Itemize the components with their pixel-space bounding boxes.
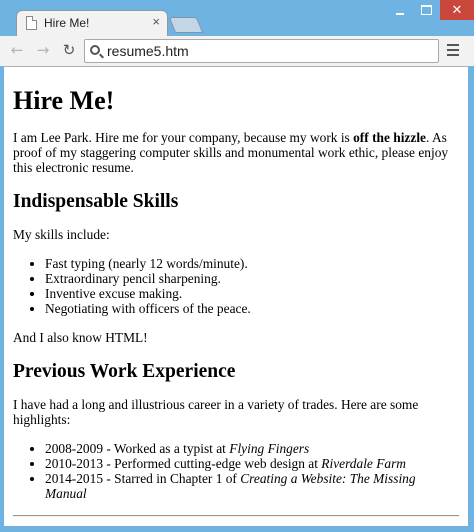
experience-employer: Creating a Website: The Missing Manual (45, 471, 416, 501)
html-note: And I also know HTML! (13, 330, 148, 345)
new-tab-button[interactable] (169, 17, 203, 33)
list-item: • Negotiating with officers of the peace. (45, 301, 459, 316)
menu-button[interactable] (447, 44, 461, 56)
experience-text: 2010-2013 - Performed cutting-edge web design at (45, 456, 322, 471)
search-icon (90, 45, 100, 55)
skills-list (13, 256, 459, 316)
experience-text: 2008-2009 - Worked as a typist at (45, 441, 230, 456)
address-bar[interactable] (84, 39, 439, 63)
skills-heading: Indispensable Skills (13, 191, 179, 212)
page-content (4, 67, 468, 526)
experience-employer: Flying Fingers (229, 441, 310, 456)
window-frame-right (468, 66, 474, 532)
skills-intro: My skills include: (13, 227, 110, 242)
list-item: • Fast typing (nearly 12 words/minute). (45, 256, 459, 271)
page-title: Hire Me! (13, 86, 115, 115)
forward-button[interactable]: → (36, 41, 50, 59)
browser-toolbar (0, 36, 474, 67)
experience-employer: Riverdale Farm (321, 456, 406, 471)
window-frame-bottom (0, 526, 474, 532)
list-item (45, 441, 459, 456)
intro-bold-text: off the hizzle (353, 130, 426, 145)
list-item (45, 471, 459, 501)
experience-heading: Previous Work Experience (13, 361, 236, 382)
tab-title: Hire Me! (44, 16, 90, 30)
intro-text-start: I am Lee Park. Hire me for your company, because my work is (13, 130, 354, 145)
back-button[interactable]: ← (10, 41, 24, 59)
menu-icon (447, 44, 459, 46)
browser-tab[interactable] (16, 10, 168, 36)
address-text[interactable]: resume5.htm (107, 43, 189, 59)
experience-list (13, 441, 459, 501)
minimize-icon (396, 13, 404, 15)
maximize-icon (421, 5, 432, 15)
intro-text-end: . As proof of my staggering computer skills and monumental work ethic, please enjoy this electronic resume. (13, 130, 449, 175)
close-window-button[interactable]: ✕ (440, 0, 474, 20)
list-item: • Extraordinary pencil sharpening. (45, 271, 459, 286)
page-icon (26, 16, 37, 30)
experience-intro: I have had a long and illustrious career in a variety of trades. Here are some highlights: (13, 397, 419, 427)
title-bar (0, 0, 474, 36)
horizontal-rule (13, 515, 459, 517)
reload-button[interactable]: ↻ (62, 41, 76, 59)
experience-text: 2014-2015 - Starred in Chapter 1 of (45, 471, 241, 486)
list-item: • Inventive excuse making. (45, 286, 459, 301)
intro-paragraph (13, 130, 459, 175)
tab-close-icon[interactable]: × (152, 14, 160, 29)
maximize-button[interactable] (413, 0, 440, 20)
list-item (45, 456, 459, 471)
minimize-button[interactable] (386, 0, 413, 20)
